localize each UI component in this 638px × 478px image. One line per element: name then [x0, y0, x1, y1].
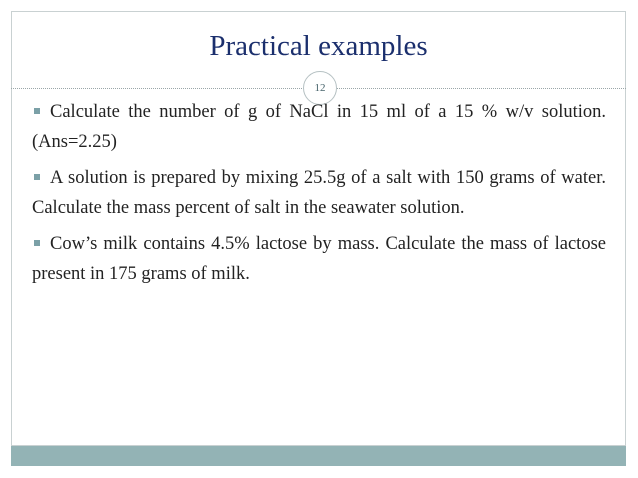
page-number: 12 [314, 82, 326, 94]
square-bullet-icon [34, 240, 40, 246]
bullet-text: Cow’s milk contains 4.5% lactose by mass. Calculate the mass of lactose present in 175 grams of milk. [32, 234, 606, 284]
bullet-text: A solution is prepared by mixing 25.5g of a salt with 150 grams of water. Calculate the mass percent of salt in the seawater solution. [32, 168, 606, 218]
square-bullet-icon [34, 108, 40, 114]
bullet-list [32, 97, 606, 289]
footer-band [11, 446, 626, 466]
list-item [32, 229, 606, 289]
list-item [32, 163, 606, 223]
slide-title: Practical examples [209, 30, 428, 62]
square-bullet-icon [34, 174, 40, 180]
bullet-text: Calculate the number of g of NaCl in 15 ml of a 15 % w/v solution. (Ans=2.25) [32, 102, 606, 152]
list-item [32, 97, 606, 157]
